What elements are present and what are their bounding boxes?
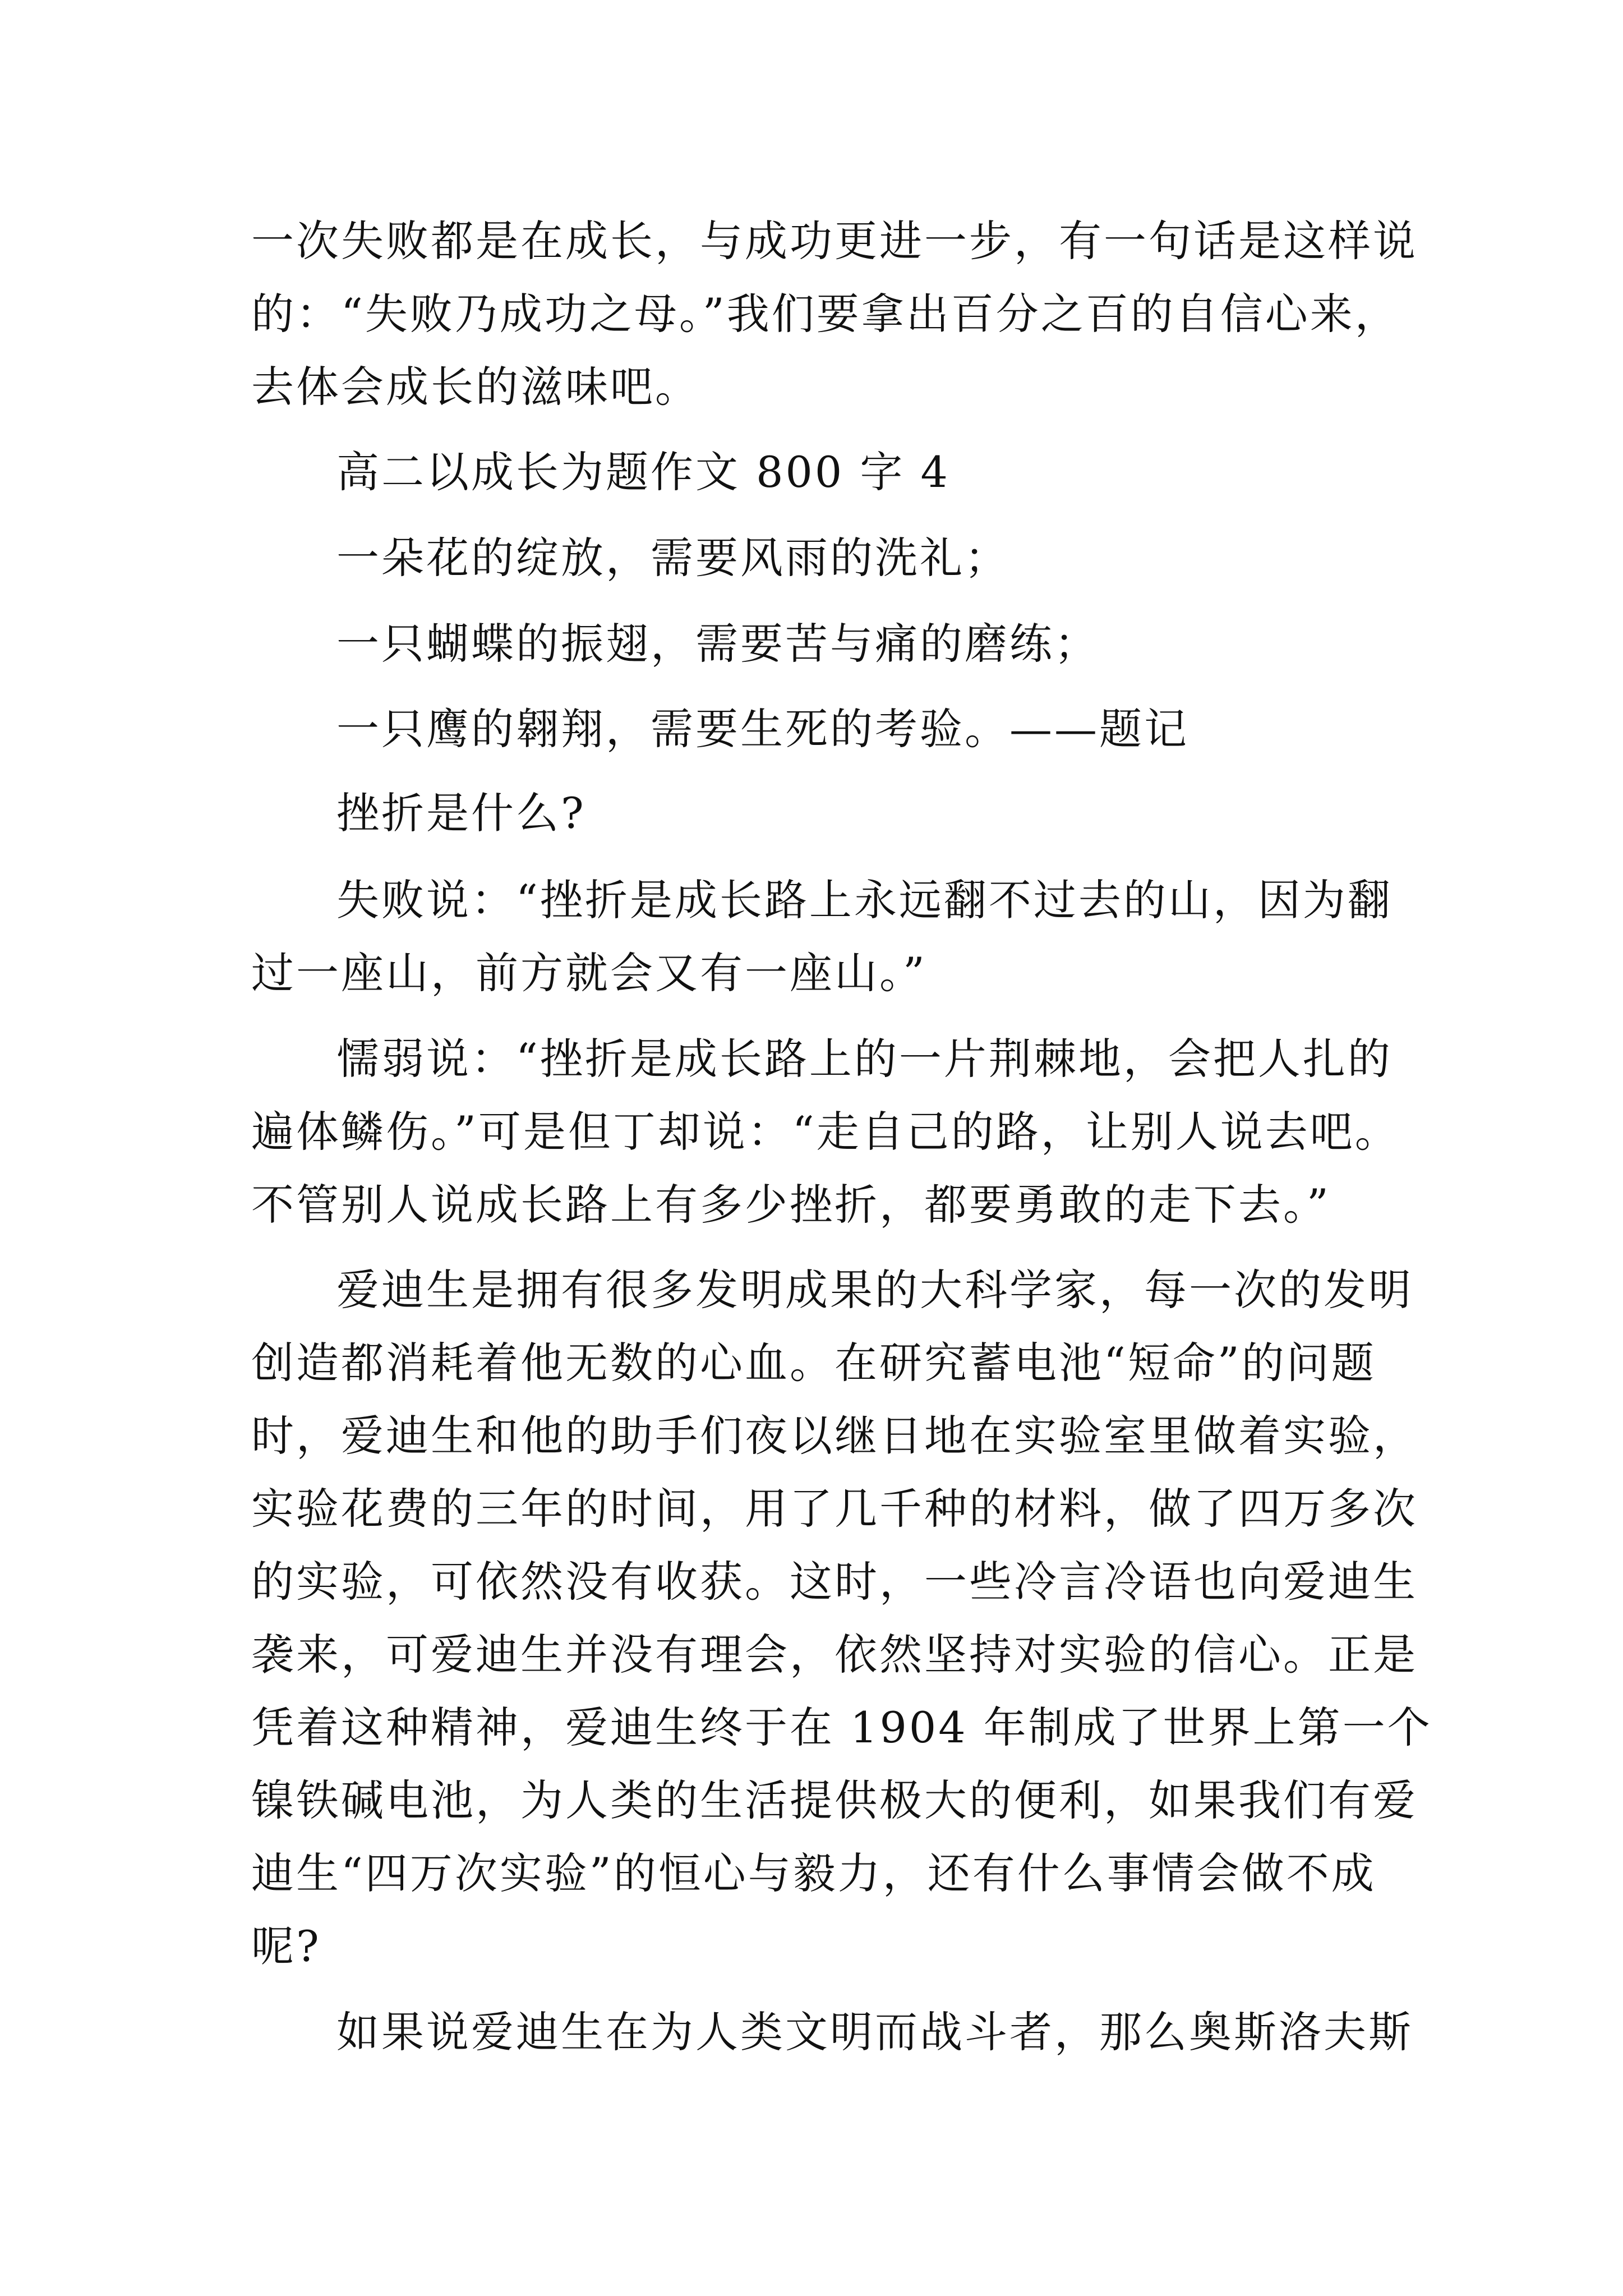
text-line: 一朵花的绽放，需要风雨的洗礼； (336, 533, 1009, 583)
text-line: 遍体鳞伤。”可是但丁却说：“走自己的路，让别人说去吧。 (251, 1107, 1400, 1157)
text-line: 迪生“四万次实验”的恒心与毅力，还有什么事情会做不成 (251, 1848, 1376, 1898)
text-line: 懦弱说：“挫折是成长路上的一片荆棘地，会把人扎的 (336, 1034, 1393, 1084)
text-line: 去体会成长的滋味吧。 (251, 362, 700, 412)
text-line: 的实验，可依然没有收获。这时，一些冷言冷语也向爱迪生 (251, 1557, 1418, 1607)
text-line: 不管别人说成长路上有多少挫折，都要勇敢的走下去。” (251, 1180, 1331, 1230)
text-line: 一只蝴蝶的振翅，需要苦与痛的磨练； (336, 619, 1099, 669)
text-line: 过一座山，前方就会又有一座山。” (251, 948, 927, 998)
essay-title: 高二以成长为题作文 800 字 4 (336, 447, 950, 497)
text-line: 时，爱迪生和他的助手们夜以继日地在实验室里做着实验， (251, 1411, 1418, 1461)
text-line: 凭着这种精神，爱迪生终于在 1904 年制成了世界上第一个 (251, 1703, 1432, 1752)
text-line: 一只鹰的翱翔，需要生死的考验。——题记 (336, 704, 1189, 754)
text-line: 挫折是什么? (336, 788, 586, 838)
text-line: 失败说：“挫折是成长路上永远翻不过去的山，因为翻 (336, 875, 1393, 925)
text-line: 呢? (251, 1921, 321, 1971)
text-line: 如果说爱迪生在为人类文明而战斗者，那么奥斯洛夫斯 (336, 2007, 1413, 2057)
text-line: 的：“失败乃成功之母。”我们要拿出百分之百的自信心来， (251, 289, 1400, 339)
text-line: 实验花费的三年的时间，用了几千种的材料，做了四万多次 (251, 1484, 1418, 1534)
text-line: 镍铁碱电池，为人类的生活提供极大的便利，如果我们有爱 (251, 1775, 1418, 1825)
text-line: 一次失败都是在成长，与成功更进一步，有一句话是这样说 (251, 216, 1418, 266)
text-line: 爱迪生是拥有很多发明成果的大科学家，每一次的发明 (336, 1265, 1413, 1315)
text-line: 袭来，可爱迪生并没有理会，依然坚持对实验的信心。正是 (251, 1630, 1418, 1680)
text-line: 创造都消耗着他无数的心血。在研究蓄电池“短命”的问题 (251, 1338, 1376, 1388)
